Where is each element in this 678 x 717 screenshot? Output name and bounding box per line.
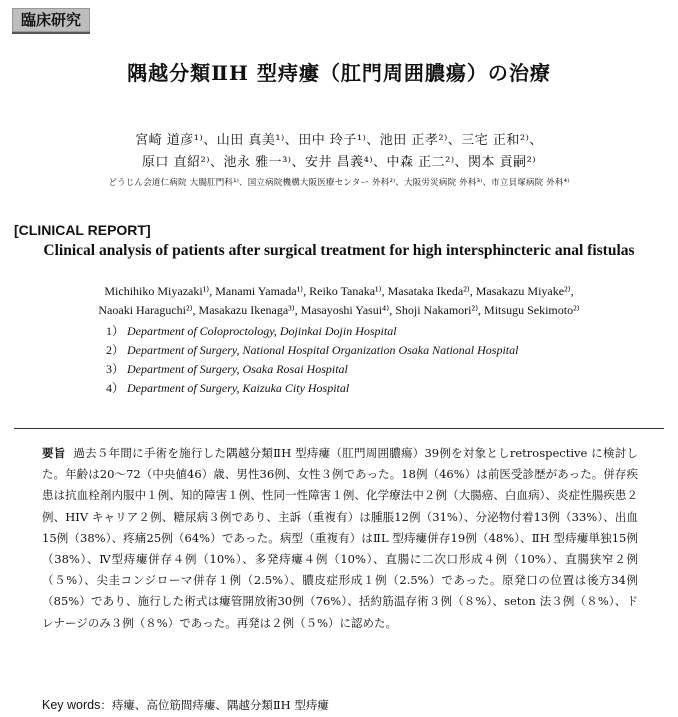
keywords-text: ：痔瘻、高位筋間痔瘻、隅越分類ⅡH 型痔瘻: [100, 698, 329, 712]
affiliation-name: Department of Coloproctology, Dojinkai Dojin Hospital: [127, 324, 397, 338]
keywords: [42, 697, 329, 713]
title-en: Clinical analysis of patients after surgical treatment for high intersphincteric anal fistulas: [43, 242, 635, 259]
affiliation-en-1: [106, 322, 397, 339]
authors-en-line1: Michihiko Miyazaki¹⁾, Manami Yamada¹⁾, Reiko Tanaka¹⁾, Masataka Ikeda²⁾, Masakazu Miyake²⁾,: [104, 284, 574, 298]
affiliation-en-4: [106, 379, 349, 396]
section-divider: [14, 428, 664, 429]
affiliation-number: 4）: [106, 381, 125, 395]
affiliation-number: 1）: [106, 324, 125, 338]
authors-ja-line1: 宮崎 道彦¹⁾、山田 真美¹⁾、田中 玲子¹⁾、池田 正孝²⁾、三宅 正和²⁾、: [135, 133, 543, 148]
abstract-label: 要旨: [42, 446, 66, 460]
affiliation-name: Department of Surgery, National Hospital Organization Osaka National Hospital: [127, 343, 519, 357]
affiliations-ja: どうじん会道仁病院 大腸肛門科¹⁾、国立病院機構大阪医療センター 外科²⁾、大阪労災病院 外科³⁾、市立貝塚病院 外科⁴⁾: [108, 178, 570, 188]
authors-en-line2: Naoaki Haraguchi²⁾, Masakazu Ikenaga³⁾, Masayoshi Yasui⁴⁾, Shoji Nakamori²⁾, Mitsugu Sekimoto²⁾: [98, 303, 580, 317]
section-tag: 臨床研究: [12, 8, 90, 32]
affiliation-number: 3）: [106, 362, 125, 376]
affiliation-number: 2）: [106, 343, 125, 357]
affiliation-en-2: [106, 341, 518, 358]
abstract-text: 過去５年間に手術を施行した隅越分類ⅡH 型痔瘻（肛門周囲膿瘍）39例を対象としretrospective に検討した。年齢は20～72（中央値46）歳、男性36例、女性３例であった。18例（46%）は前医受診歴があった。併存疾患は抗血栓剤内服中１例、知的障害１例、性同一性障害１例、化学療法中２例（大腸癌、白血病）、炎症性腸疾患２例、HIV キャリア２例、糖尿病３例であり、主訴（重複有）は腫脹12例（31%）、分泌物付着13例（33%）、出血15例（38%）、疼痛25例（64%）であった。病型（重複有）はⅡL 型痔瘻併存19例（48%）、ⅡH 型痔瘻単独15例（38%）、Ⅳ型痔瘻併存４例（10%）、多発痔瘻４例（10%）、直腸に二次口形成４例（10%）、直腸狭窄２例（５%）、尖圭コンジローマ併存１例（2.5%）、膿皮症形成１例（2.5%）であった。原発口の位置は後方34例（85%）であり、施行した術式は瘻管開放術30例（76%）、括約筋温存術３例（８%）、seton 法３例（８%）、ドレナージのみ３例（８%）であった。再発は２例（５%）に認めた。: [42, 446, 639, 630]
affiliation-en-3: [106, 360, 348, 377]
clinical-report-label: [CLINICAL REPORT]: [14, 222, 151, 238]
authors-ja-line2: 原口 直紹²⁾、池永 雅一³⁾、安井 昌義⁴⁾、中森 正二²⁾、関本 貢嗣²⁾: [141, 155, 537, 170]
abstract: [42, 443, 638, 634]
affiliation-name: Department of Surgery, Osaka Rosai Hospital: [127, 362, 348, 376]
title-ja: 隅越分類ⅡH 型痔瘻（肛門周囲膿瘍）の治療: [127, 61, 551, 85]
keywords-label: Key words: [42, 698, 101, 712]
affiliation-name: Department of Surgery, Kaizuka City Hospital: [127, 381, 350, 395]
section-tag-underline: [12, 32, 90, 34]
